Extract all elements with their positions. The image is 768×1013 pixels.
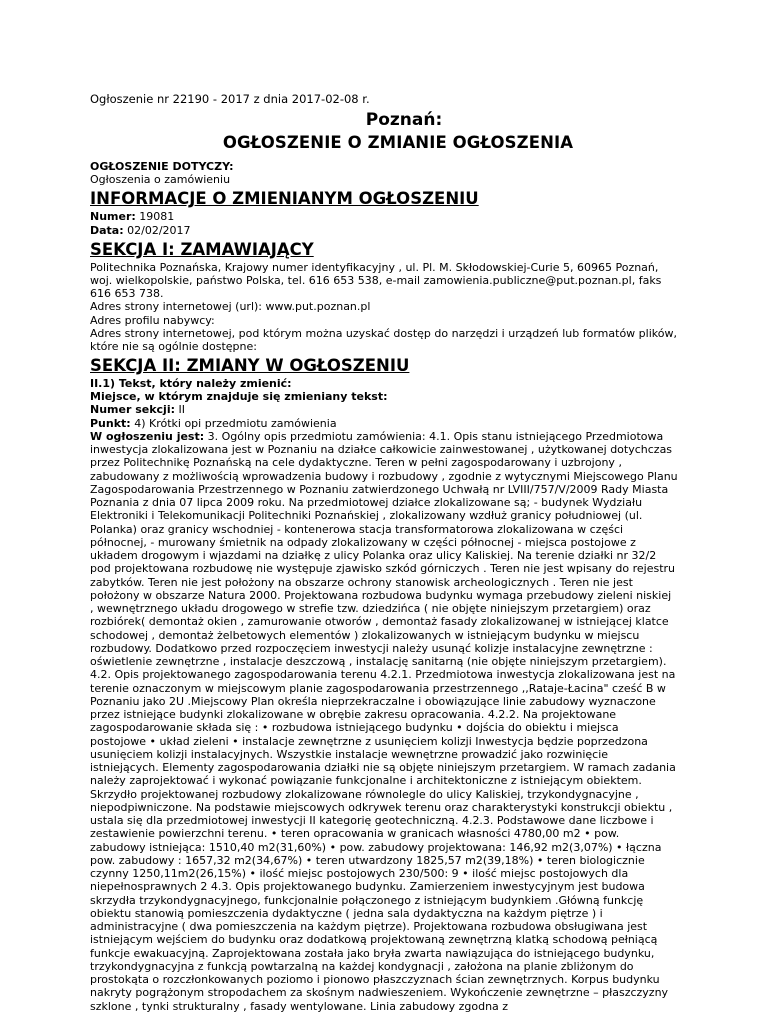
w-ogloszeniu-text: 3. Ogólny opis przedmiotu zamówienia: 4.1. Opis stanu istniejącego Przedmiotowa inwestycja zlokalizowana jest w Poznaniu na działce całkowicie zainwestowanej , użytkowanej dotychczas przez Politechnikę Poznańską na cele dydaktyczne. Teren w pełni zagospodarowany i uzbrojony , zabudowany z możliwością wprowadzenia budowy i rozbudowy , zgodnie z wytycznymi Miejscowego Planu Zagospodarowania Przestrzennego w Poznaniu zatwierdzonego Uchwałą nr LVIII/757/V/2009 Rady Miasta Poznania z dnia 07 lipca 2009 roku. Na przedmiotowej działce zlokalizowane są; - budynek Wydziału Elektroniki i Telekomunikacji Politechniki Poznańskiej , zlokalizowany wzdłuż granicy południowej (ul. Polanka) oraz granicy wschodniej - kontenerowa stacja transformatorowa zlokalizowana w części północnej, - murowany śmietnik na odpady zlokalizowany w części północnej - miejsca postojowe z układem drogowym i wjazdami na działkę z ulicy Polanka oraz ulicy Kaliskiej. Na terenie działki nr 32/2 pod projektowana rozbudowę nie występuje zjawisko szkód górniczych . Teren nie jest wpisany do rejestru zabytków. Teren nie jest położony na obszarze ochrony stanowisk archeologicznych . Teren nie jest położony w obszarze Natura 2000. Projektowana rozbudowa budynku wymaga przebudowy zieleni niskiej , wewnętrznego układu drogowego w strefie tzw. dziedzińca ( nie objęte niniejszym przetargiem) oraz rozbiórek( demontaż okien , zamurowanie otworów , demontaż fasady zlokalizowanej w istniejącej klatce schodowej , demontaż żelbetowych elementów ) zlokalizowanych w istniejącym budynku w miejscu rozbudowy. Dodatkowo przed rozpoczęciem inwestycji należy usunąć kolizje instalacyjne zewnętrzne : oświetlenie zewnętrzne , instalacje deszczową , instalację sanitarną (nie objęte niniejszym przetargiem). 4.2. Opis projektowanego zagospodarowania terenu 4.2.1. Przedmiotowa inwestycja zlokalizowana jest na terenie oznaczonym w miejscowym planie zagospodarowania przestrzennego ,,Rataje-Łacina" cześć B w Poznaniu jako 2U .Miejscowy Plan określa nieprzekraczalne i obowiązujące linie zabudowy wyznaczone przez istniejące budynki zlokalizowane w obrębie zakresu opracowania. 4.2.2. Na projektowane zagospodarowanie składa się : • rozbudowa istniejącego budynku • dojścia do obiektu i miejsca postojowe • układ zieleni • instalacje zewnętrzne z usunięciem kolizji Inwestycja będzie poprzedzona usunięciem kolizji instalacyjnych. Wszystkie instalacje wewnętrzne prowadzić jako rozwinięcie istniejących. Elementy zagospodarowania działki nie są objęte niniejszym przetargiem. W ramach zadania należy zaprojektować i wykonać powiązanie funkcjonalne i architektoniczne z istniejącym obiektem. Skrzydło projektowanej rozbudowy zlokalizowane równolegle do ulicy Kaliskiej, trzykondygnacyjne , niepodpiwniczone. Na podstawie miejscowych odkrywek terenu oraz charakterystyki konstrukcji obiektu , ustala się dla przedmiotowej inwestycji II kategorię geotechniczną. 4.2.3. Podstawowe dane liczbowe i zestawienie powierzchni terenu. • teren opracowania w granicach własności 4780,00 m2 • pow. zabudowy istniejąca: 1510,40 m2(31,60%) • pow. zabudowy projektowana: 146,92 m2(3,07%) • łączna pow. zabudowy : 1657,32 m2(34,67%) • teren utwardzony 1825,57 m2(39,18%) • teren biologicznie czynny 1250,11m2(26,15%) • ilość miejsc postojowych 230/500: 9 • ilość miejsc postojowych dla niepełnosprawnych 2 4.3. Opis projektowanego budynku. Zamierzeniem inwestycyjnym jest budowa skrzydła trzykondygnacyjnego, funkcjonalnie połączonego z istniejącym budynkiem .Główną funkcję obiektu stanowią pomieszczenia dydaktyczne ( jedna sala dydaktyczna na każdym piętrze ) i administracyjne ( dwa pomieszczenia na każdym piętrze). Projektowana rozbudowa obsługiwana jest istniejącym wejściem do budynku oraz dodatkową projektowaną zewnętrzną klatką schodową pełniącą funkcje ewakuacyjną. Zaprojektowana została jako bryła zwarta nawiązująca do istniejącego budynku, trzykondygnacyjna z funkcją powtarzalną na każdej kondygnacji , założona na planie zbliżonym do prostokąta o rozczłonkowanych poziomo i pionowo płaszczyznach ścian zewnętrznych. Korpus budynku nakryty pogrążonym stropodachem za skośnym nadwieszeniem. Wykończenie zewnętrzne – płaszczyzny szklone , tynki strukturalny , fasady wentylowane. Linia zabudowy zgodna z [90, 429, 678, 1013]
numer-sekcji-value: II [175, 403, 185, 417]
sekcja2-heading: SEKCJA II: ZMIANY W OGŁOSZENIU [90, 356, 410, 376]
notice-number-line: Ogłoszenie nr 22190 - 2017 z dnia 2017-02-08 r. [90, 92, 370, 106]
tekst-label: II.1) Tekst, który należy zmienić: [90, 377, 292, 391]
data-row [90, 224, 678, 237]
sekcja1-heading: SEKCJA I: ZAMAWIAJĄCY [90, 239, 314, 259]
numer-label: Numer: [90, 210, 136, 224]
numer-sekcji-row [90, 403, 678, 416]
page-title: OGŁOSZENIE O ZMIANIE OGŁOSZENIA [222, 133, 574, 152]
zamawiajacy-narzedzia: Adres strony internetowej, pod którym można uzyskać dostęp do narzędzi i urządzeń lub formatów plików, które nie są ogólnie dostępne: [90, 326, 677, 354]
zamawiajacy-address: Politechnika Poznańska, Krajowy numer identyfikacyjny , ul. Pl. M. Skłodowskiej-Curie 5, 60965 Poznań, woj. wielkopolskie, państwo Polska, tel. 616 653 538, e-mail zamowienia.publiczne@put.poznan.pl, faks 616 653 738. [90, 260, 662, 301]
punkt-label: Punkt: [90, 416, 131, 430]
dotyczy-value: Ogłoszenia o zamówieniu [90, 173, 231, 186]
data-label: Data: [90, 223, 124, 237]
zamawiajacy-profil: Adres profilu nabywcy: [90, 313, 215, 327]
w-ogloszeniu-label: W ogłoszeniu jest: [90, 429, 205, 443]
punkt-value: 4) Krótki opi przedmiotu zamówienia [130, 416, 337, 430]
numer-row [90, 210, 678, 223]
numer-value: 19081 [135, 210, 175, 224]
city-heading: Poznań: [365, 110, 443, 130]
punkt-row [90, 417, 678, 430]
w-ogloszeniu-row [90, 430, 678, 1013]
dotyczy-label: OGŁOSZENIE DOTYCZY: [90, 160, 234, 173]
numer-sekcji-label: Numer sekcji: [90, 403, 175, 417]
miejsce-label: Miejsce, w którym znajduje się zmieniany tekst: [90, 390, 388, 404]
data-value: 02/02/2017 [123, 223, 191, 237]
zamawiajacy-www: Adres strony internetowej (url): www.put.poznan.pl [90, 300, 371, 314]
info-heading: INFORMACJE O ZMIENIANYM OGŁOSZENIU [90, 189, 479, 209]
